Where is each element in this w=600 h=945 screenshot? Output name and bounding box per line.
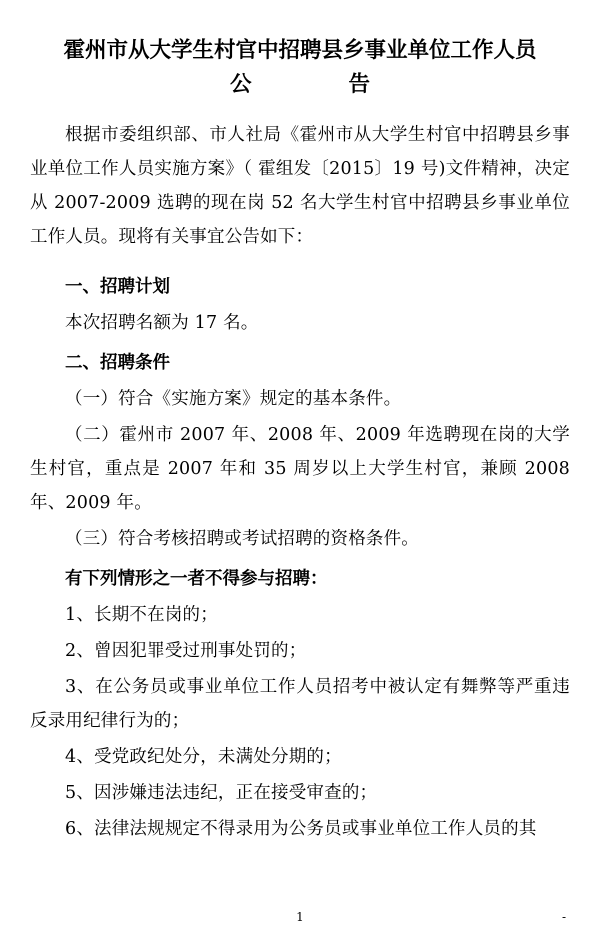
section-item-condition-3: （三）符合考核招聘或考试招聘的资格条件。 [65,529,419,549]
page-title-line1: 霍州市从大学生村官中招聘县乡事业单位工作人员 [63,38,537,63]
disqualification-item-2: 2、曾因犯罪受过刑事处罚的； [65,641,307,661]
page-number: 1 [296,910,304,924]
disqualification-item-4: 4、受党政纪处分，未满处分期的； [65,747,342,767]
disqualification-lead: 有下列情形之一者不得参与招聘： [65,569,328,589]
disqualification-item-6: 6、法律法规规定不得录用为公务员或事业单位工作人员的其 [65,819,537,839]
section-item-condition-1: （一）符合《实施方案》规定的基本条件。 [65,389,402,409]
section-heading-recruitment-plan: 一、招聘计划 [65,277,170,297]
page-title [30,34,570,102]
page-footer [0,907,600,927]
disqualification-item-5: 5、因涉嫌违法违纪，正在接受审查的； [65,783,378,803]
spacer [30,256,570,264]
footer-right-mark: - [561,910,566,924]
section-item-condition-2: （二）霍州市 2007 年、2008 年、2009 年选聘现在岗的大学生村官，重点是 2007 年和 35 周岁以上大学生村官，兼顾 2008 年、2009 年。 [30,425,570,513]
section-heading-recruitment-conditions: 二、招聘条件 [65,353,170,373]
disqualification-item-1: 1、长期不在岗的； [65,605,218,625]
document-body [30,118,570,846]
intro-paragraph: 根据市委组织部、市人社局《霍州市从大学生村官中招聘县乡事业单位工作人员实施方案》（ 霍组发〔2015〕19 号)文件精神，决定从 2007-2009 选聘的现在岗 52 名大学生村官中招聘县乡事业单位工作人员。现将有关事宜公告如下： [30,125,570,247]
page-title-line2: 公 告 [229,72,388,97]
disqualification-item-3: 3、在公务员或事业单位工作人员招考中被认定有舞弊等严重违反录用纪律行为的； [30,677,570,731]
section-item-plan-quota: 本次招聘名额为 17 名。 [65,313,259,333]
